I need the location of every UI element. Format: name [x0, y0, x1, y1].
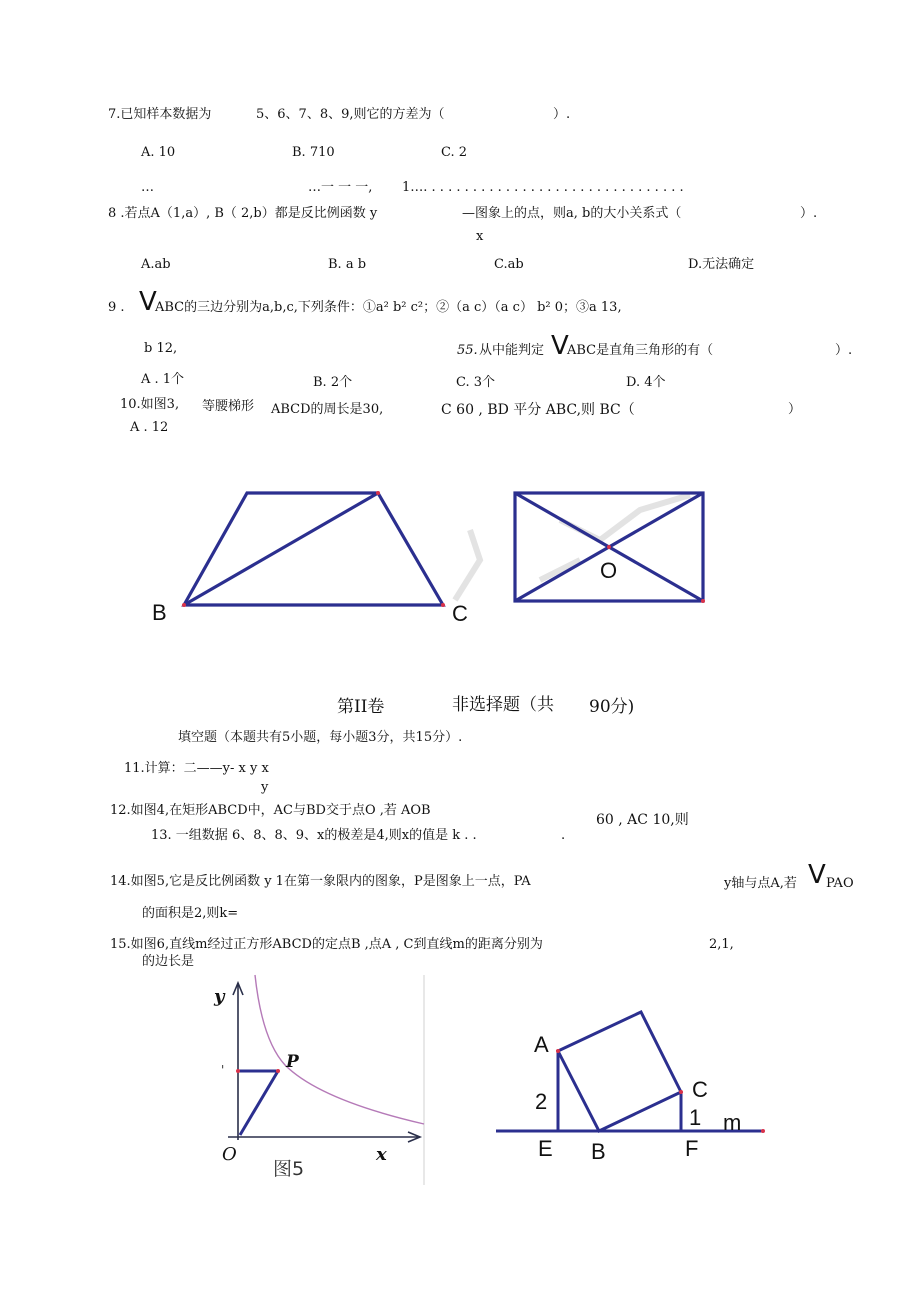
q7-option-c: C. 2 [441, 145, 468, 160]
q8-stem-a: 8 .若点A（1,a）, B（ 2,b）都是反比例函数 y [108, 206, 378, 221]
q14-triangle-symbol: V [808, 860, 826, 890]
q9-line2-e: ）. [835, 343, 853, 358]
fig6-label-e: E [538, 1136, 553, 1161]
q15-line2: 的边长是 [142, 954, 195, 969]
q10-stem-d: C 60 , BD 平分 ABC,则 BC（ [441, 402, 635, 418]
q8-option-d: D.无法确定 [688, 257, 755, 272]
fig5-tick: ' [221, 1063, 225, 1077]
fig5-caption: 图5 [273, 1158, 305, 1180]
q8-stem-b: —图象上的点，则a, b的大小关系式（ [462, 206, 682, 221]
q12-right: 60 , AC 10,则 [596, 812, 689, 828]
q10-option-a: A . 12 [130, 420, 169, 435]
q7-stem-a: 7.已知样本数据为 [108, 107, 212, 122]
q7-option-b: B. 710 [292, 145, 335, 160]
q7-option-a: A. 10 [141, 145, 176, 160]
q13-tail: . [561, 828, 566, 843]
fig4-label-o: O [600, 558, 618, 583]
section-title-a: 第II卷 [337, 697, 385, 717]
section-title-b: 非选择题（共 [452, 695, 554, 715]
q7-dots-c: 1…. . . . . . . . . . . . . . . . . . . . . . . . . . . . . . . . [402, 180, 684, 195]
fig5-label-o: O [222, 1144, 237, 1165]
fig6-label-1: 1 [689, 1105, 702, 1130]
q7-stem-c: ）. [553, 107, 571, 122]
q10-stem-e: ） [788, 402, 802, 417]
q9-option-b: B. 2个 [313, 375, 353, 390]
q9-option-c: C. 3个 [456, 375, 496, 390]
q14-line2: 的面积是2,则k= [142, 906, 239, 921]
q8-option-b: B. a b [328, 257, 367, 272]
fig6-label-b: B [591, 1139, 606, 1164]
q14-right-a: y轴与点A,若 [724, 876, 797, 891]
fig5-label-x: x [376, 1144, 387, 1165]
section-instructions: 填空题（本题共有5小题，每小题3分，共15分）. [178, 730, 463, 745]
fig6-label-2: 2 [535, 1089, 548, 1114]
q9-option-a: A . 1个 [141, 372, 185, 387]
q14-right-b: PAO [826, 876, 854, 891]
q10-stem-a: 10.如图3, [120, 397, 180, 412]
q13-stem: 13. 一组数据 6、8、8、9、x的极差是4,则x的值是 k . . [151, 828, 477, 843]
fig6-label-c: C [692, 1077, 708, 1102]
fig6-label-a: A [534, 1032, 549, 1057]
q11-stem: 11.计算：二——y- x y x [124, 761, 269, 776]
q10-stem-b: 等腰梯形 [202, 399, 255, 414]
q9-number: 9 . [108, 300, 125, 315]
q7-dots-b: …一 一 一, [308, 180, 373, 195]
fig3-label-b: B [152, 600, 167, 625]
q7-stem-b: 5、6、7、8、9,则它的方差为（ [256, 107, 445, 122]
q9-triangle-symbol-2: V [551, 331, 569, 361]
q9-line2-number: 55. [457, 343, 478, 358]
section-title-c: 90分) [589, 697, 635, 717]
q8-option-c: C.ab [494, 257, 524, 272]
q9-option-d: D. 4个 [626, 375, 666, 390]
q8-option-a: A.ab [141, 257, 171, 272]
q12-stem: 12.如图4,在矩形ABCD中，AC与BD交于点O ,若 AOB [110, 803, 431, 818]
fig6-label-f: F [685, 1136, 699, 1161]
q9-line2-c: 从中能判定 [479, 343, 545, 358]
square-abcd [558, 1012, 681, 1131]
q14-stem: 14.如图5,它是反比例函数 y 1在第一象限内的图象，P是图象上一点，PA [110, 874, 531, 889]
q8-fraction-x: x [476, 229, 484, 244]
q8-stem-c: ）. [800, 206, 818, 221]
q15-stem: 15.如图6,直线m经过正方形ABCD的定点B ,点A , C到直线m的距离分别为 [110, 937, 543, 952]
fig5-label-p: P [286, 1052, 299, 1072]
fig3-label-c: C [452, 601, 468, 626]
q7-dots-a: … [141, 180, 154, 195]
q9-triangle-symbol: V [139, 287, 157, 317]
q9-line2-d: ABC是直角三角形的有（ [567, 343, 714, 358]
q9-stem: ABC的三边分别为a,b,c,下列条件：①a² b² c²；②（a c）（a c） b² 0；③a 13, [155, 300, 622, 315]
fig6-label-m: m [723, 1110, 742, 1135]
q11-sub: y [261, 780, 269, 795]
q9-line2-a: b 12, [144, 341, 178, 356]
fig5-label-y: y [214, 986, 225, 1007]
q15-right: 2,1, [709, 937, 734, 952]
q10-stem-c: ABCD的周长是30, [271, 402, 384, 417]
